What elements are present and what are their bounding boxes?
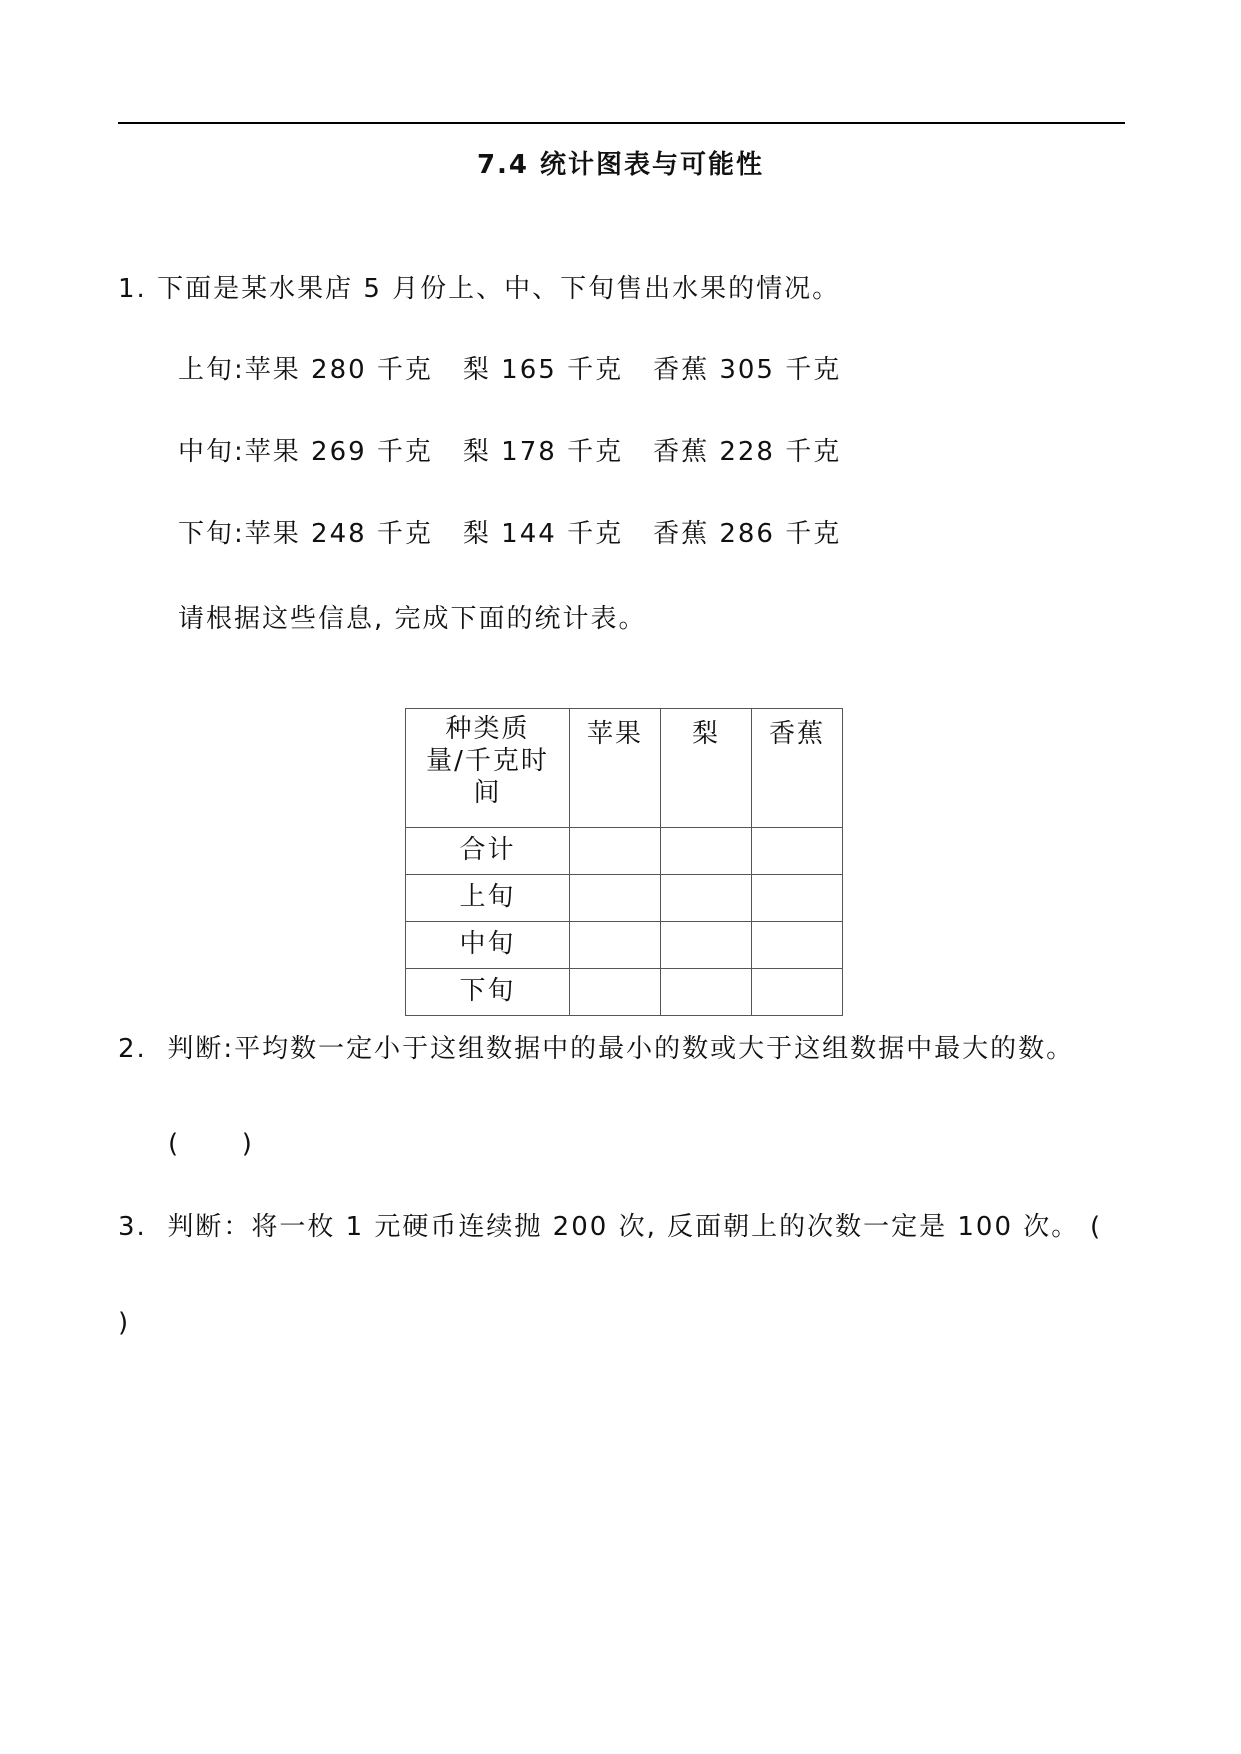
answer-cell[interactable] [752,828,843,875]
answer-cell[interactable] [661,922,752,969]
row-label-early: 上旬 [406,875,570,922]
header-pear: 梨 [661,709,752,828]
top-rule [118,122,1125,124]
data-row-middle [178,436,841,468]
question-2-answer-blank[interactable]: ( ) [168,1129,254,1159]
table-row [406,828,843,875]
question-2-text: 2. 判断:平均数一定小于这组数据中的最小的数或大于这组数据中最大的数。 [118,1034,1075,1064]
answer-cell[interactable] [661,828,752,875]
table-row [406,875,843,922]
pear-amount: 梨 144 千克 [462,519,624,549]
answer-cell[interactable] [570,828,661,875]
banana-amount: 香蕉 305 千克 [653,355,842,385]
answer-cell[interactable] [752,875,843,922]
answer-cell[interactable] [661,969,752,1016]
apple-amount: 苹果 269 千克 [244,437,433,467]
header-corner-line: 间 [473,778,502,808]
pear-amount: 梨 165 千克 [462,355,624,385]
answer-cell[interactable] [752,969,843,1016]
banana-amount: 香蕉 286 千克 [653,519,842,549]
header-corner-cell [406,709,570,828]
period-label: 上旬: [178,355,245,385]
question-1-intro: 1. 下面是某水果店 5 月份上、中、下旬售出水果的情况。 [118,274,841,304]
header-corner-line: 量/千克时 [426,746,549,776]
row-label-middle: 中旬 [406,922,570,969]
period-label: 中旬: [178,437,245,467]
banana-amount: 香蕉 228 千克 [653,437,842,467]
header-corner-line: 种类质 [445,714,530,744]
header-banana: 香蕉 [752,709,843,828]
table-row [406,969,843,1016]
answer-cell[interactable] [752,922,843,969]
question-1-instruction: 请根据这些信息, 完成下面的统计表。 [178,604,647,634]
question-3-blank-close[interactable]: ) [118,1308,131,1338]
table-header-row [406,709,843,828]
statistics-table [405,708,843,1016]
data-row-late [178,518,841,550]
page-title: 7.4 统计图表与可能性 [476,150,765,180]
apple-amount: 苹果 280 千克 [244,355,433,385]
row-label-total: 合计 [406,828,570,875]
apple-amount: 苹果 248 千克 [244,519,433,549]
table-row [406,922,843,969]
data-row-early [178,354,841,386]
question-3-blank-open[interactable]: ( [1090,1212,1103,1242]
answer-cell[interactable] [570,922,661,969]
answer-cell[interactable] [570,969,661,1016]
row-label-late: 下旬 [406,969,570,1016]
pear-amount: 梨 178 千克 [462,437,624,467]
period-label: 下旬: [178,519,245,549]
answer-cell[interactable] [661,875,752,922]
header-apple: 苹果 [570,709,661,828]
answer-cell[interactable] [570,875,661,922]
question-3-text: 3. 判断：将一枚 1 元硬币连续抛 200 次, 反面朝上的次数一定是 100 次。 [118,1212,1080,1242]
